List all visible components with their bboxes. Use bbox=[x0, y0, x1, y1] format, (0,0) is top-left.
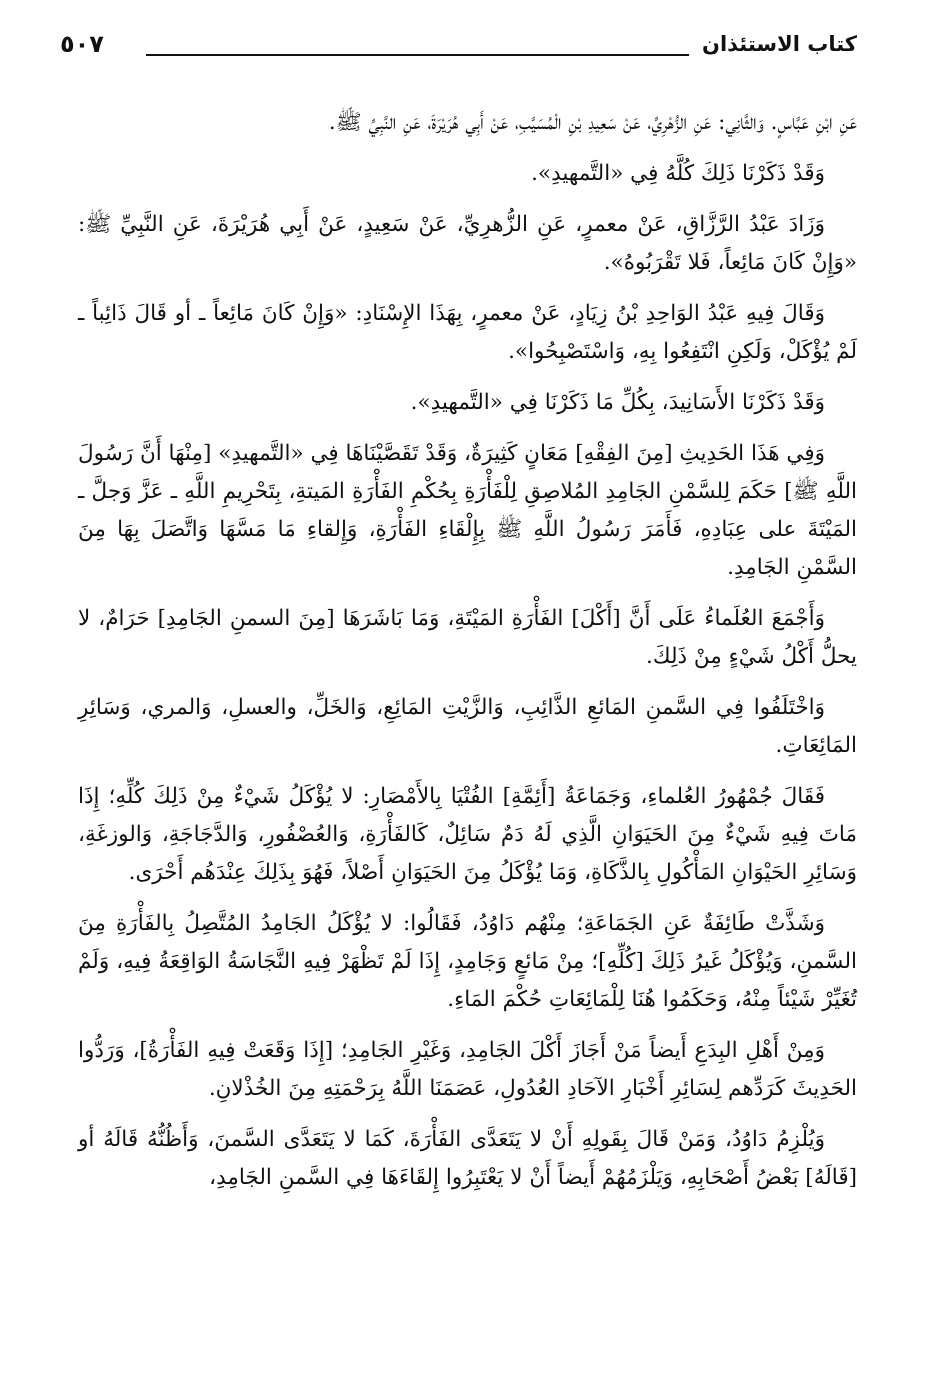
paragraph-12: وَيُلْزِمُ دَاوُدُ، وَمَنْ قَالَ بِقَولِهِ أَنْ لا يَتَعَدَّى الفَأْرَةَ، كَمَا لا يَتَعَدَّى السَّمنَ، وَأَظُنُّهُ قَالَهُ أو [قَالَهُ] بَعْضُ أَصْحَابِهِ، وَيَلْزَمُهُمْ أَيضاً أَنْ لا يَعْتَبِرُوا إِلقَاءَهَا فِي السَّمنِ الجَامِدِ، bbox=[78, 1127, 857, 1190]
paragraph-5: وَقَدْ ذَكَرْنَا الأَسَانِيدَ، بِكُلِّ مَا ذَكَرْنَا فِي «التَّمهيدِ». bbox=[410, 390, 825, 415]
paragraph-3: وَزَادَ عَبْدُ الرَّزَّاقِ، عَنْ معمرٍ، عَنِ الزُّهرِيِّ، عَنْ سَعِيدٍ، عَنْ أَبِي هُرَيْرَةَ، عَنِ النَّبِيِّ ﷺ: «وَإِنْ كَانَ مَائِعاً، فَلا تَقْرَبُوهُ». bbox=[78, 212, 857, 275]
paragraph-2: وَقَدْ ذَكَرْنَا ذَلِكَ كُلَّهُ فِي «التَّمهيدِ». bbox=[531, 161, 825, 186]
paragraph-1: عَنِ ابْنِ عَبَّاسٍ. وَالثَّانِي: عَنِ الزُّهْرِيِّ، عَنْ سَعِيدِ بْنِ الْمُسَيَّبِ، عَنْ أَبِي هُرَيْرَةَ، عَنِ النَّبِيِّ ﷺ. bbox=[328, 110, 857, 135]
page-number: ٥٠٧ bbox=[60, 30, 104, 58]
paragraph-10: وَشَذَّتْ طَائِفَةٌ عَنِ الجَمَاعَةِ؛ مِنْهُم دَاوُدُ، فَقَالُوا: لا يُؤْكَلُ الجَامِدُ المُتَّصِلُ بِالفَأْرَةِ مِنَ السَّمنِ، وَيُؤْكَلُ غَيرُ ذَلِكَ [كُلِّهِ]؛ مِنْ مَائعٍ وَجَامِدٍ، إِذَا لَمْ تَظْهَرْ فِيهِ النَّجَاسَةُ الوَاقِعَةُ فِيهِ، وَلَمْ تُغَيِّرْ شَيْئاً مِنْهُ، وَحَكَمُوا هُنَا لِلْمَائِعَاتِ حُكْمَ المَاءِ. bbox=[78, 911, 857, 1012]
paragraph-9: فَقَالَ جُمْهُورُ العُلماءِ، وَجَمَاعَةُ [أَئِمَّةِ] الفُتْيَا بِالأَمْصَارِ: لا يُؤْكَلُ شَيْءٌ مِنْ ذَلِكَ كُلِّهِ؛ إِذَا مَاتَ فِيهِ شَيْءٌ مِنَ الحَيَوَانِ الَّذِي لَهُ دَمٌ سَائِلٌ، كَالفَأْرَةِ، وَالعُصْفُورِ، وَالدَّجَاجَةِ، وَالوزغَةِ، وَسَائِرِ الحَيْوَانِ المَأْكُولِ بِالذَّكَاةِ، وَمَا يُؤْكَلُ مِنَ الحَيَوَانِ أَصْلاً، فَهُوَ بِذَلِكَ عِنْدَهُم أَحْرَى. bbox=[78, 784, 857, 885]
page-header bbox=[60, 26, 857, 66]
paragraph-4: وَقَالَ فِيهِ عَبْدُ الوَاحِدِ بْنُ زِيَادٍ، عَنْ معمرٍ، بِهَذَا الإِسْنَادِ: «وَإِنْ كَانَ مَائِعاً ـ أو قَالَ ذَائِباً ـ لَمْ يُؤْكَلْ، وَلَكِنِ انْتَفِعُوا بِهِ، وَاسْتَصْبِحُوا». bbox=[78, 301, 857, 364]
paragraph-11: وَمِنْ أَهْلِ البِدَعِ أَيضاً مَنْ أَجَازَ أَكْلَ الجَامِدِ، وَغَيْرِ الجَامِدِ؛ [إِذَا وَقَعَتْ فِيهِ الفَأْرَةُ]، وَرَدُّوا الحَدِيثَ كَرَدِّهم لِسَائِرِ أَخْبَارِ الآحَادِ العُدُولِ، عَصَمَنَا اللَّهُ بِرَحْمَتِهِ مِنَ الخُذْلانِ. bbox=[78, 1038, 857, 1101]
body-text bbox=[78, 104, 857, 1210]
book-title: كتاب الاستئذان bbox=[702, 32, 857, 56]
header-rule bbox=[146, 54, 689, 56]
paragraph-8: وَاخْتَلَفُوا فِي السَّمنِ المَائعِ الذَّائِبِ، وَالزَّيْتِ المَائِعِ، وَالخَلِّ، والعسلِ، وَالمري، وَسَائِرِ المَائِعَاتِ. bbox=[78, 695, 857, 758]
paragraph-7: وَأَجْمَعَ العُلَماءُ عَلَى أَنَّ [أَكْلَ] الفَأْرَةِ المَيْتَةِ، وَمَا بَاشَرَهَا [مِنَ السمنِ الجَامِدِ] حَرَامٌ، لا يحلُّ أَكْلُ شَيْءٍ مِنْ ذَلِكَ. bbox=[78, 606, 857, 669]
paragraph-6: وَفِي هَذَا الحَدِيثِ [مِنَ الفِقْهِ] مَعَانٍ كَثِيرَةٌ، وَقَدْ تَقَصَّيْنَاهَا فِي «التَّمهيدِ» [مِنْهَا أَنَّ رَسُولَ اللَّهِ ﷺ] حَكَمَ لِلسَّمْنِ الجَامِدِ المُلاصِقِ لِلْفَأْرَةِ بِحُكْمِ الفَأْرَةِ المَيتةِ، بِتَحْرِيمِ اللَّهِ ـ عَزَّ وَجلَّ ـ المَيْتَةَ على عِبَادِهِ، فَأَمَرَ رَسُولُ اللَّهِ ﷺ بِإِلْقَاءِ الفَأْرَةِ، وَإِلقاءِ مَا مَسَّهَا وَاتَّصَلَ بِهَا مِنَ السَّمْنِ الجَامِدِ. bbox=[77, 441, 857, 580]
